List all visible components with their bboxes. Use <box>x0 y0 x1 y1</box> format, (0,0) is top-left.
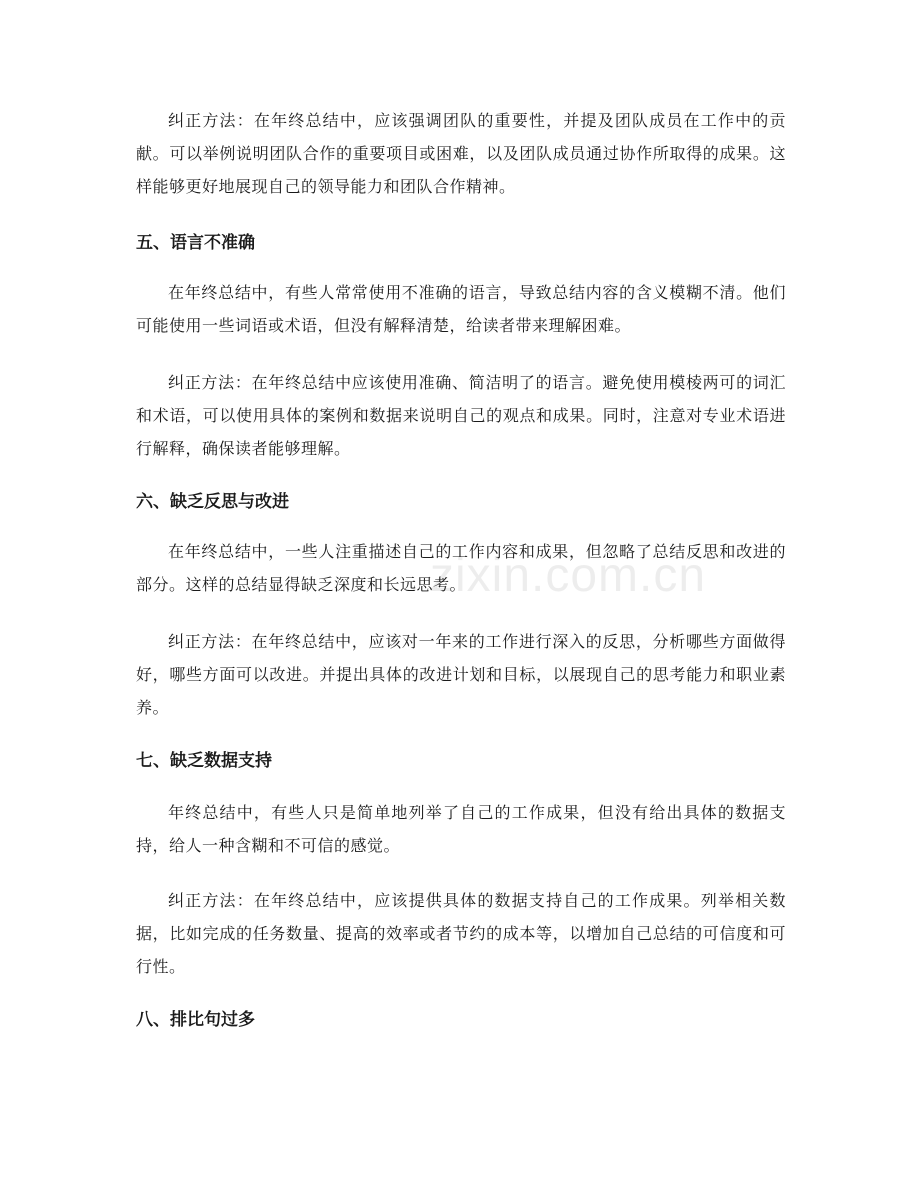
heading-text: 八、排比句过多 <box>136 1010 255 1030</box>
paragraph-text: 纠正方法：在年终总结中，应该对一年来的工作进行深入的反思，分析哪些方面做得好，哪些方面可以改进。并提出具体的改进计划和目标，以展现自己的思考能力和职业素养。 <box>136 632 786 717</box>
paragraph-correction-data <box>136 884 786 983</box>
section-heading-6 <box>136 488 786 516</box>
paragraph-text: 在年终总结中，一些人注重描述自己的工作内容和成果，但忽略了总结反思和改进的部分。这样的总结显得缺乏深度和长远思考。 <box>136 542 786 594</box>
paragraph-text: 纠正方法：在年终总结中，应该提供具体的数据支持自己的工作成果。列举相关数据，比如完成的任务数量、提高的效率或者节约的成本等，以增加自己总结的可信度和可行性。 <box>136 891 786 976</box>
heading-text: 七、缺乏数据支持 <box>136 751 272 771</box>
watermark: zixin.com.cn <box>430 549 707 602</box>
paragraph-lack-reflection <box>136 535 786 601</box>
section-heading-8 <box>136 1006 786 1034</box>
paragraph-correction-language <box>136 366 786 465</box>
section-heading-5 <box>136 229 786 257</box>
paragraph-correction-teamwork <box>136 104 786 203</box>
paragraph-text: 纠正方法：在年终总结中，应该强调团队的重要性，并提及团队成员在工作中的贡献。可以举例说明团队合作的重要项目或困难，以及团队成员通过协作所取得的成果。这样能够更好地展现自己的领导能力和团队合作精神。 <box>136 111 786 196</box>
paragraph-text: 纠正方法：在年终总结中应该使用准确、简洁明了的语言。避免使用模棱两可的词汇和术语，可以使用具体的案例和数据来说明自己的观点和成果。同时，注意对专业术语进行解释，确保读者能够理解。 <box>136 373 786 458</box>
paragraph-inaccurate-language <box>136 276 786 342</box>
section-heading-7 <box>136 747 786 775</box>
heading-text: 六、缺乏反思与改进 <box>136 492 289 512</box>
paragraph-text: 在年终总结中，有些人常常使用不准确的语言，导致总结内容的含义模糊不清。他们可能使用一些词语或术语，但没有解释清楚，给读者带来理解困难。 <box>136 283 786 335</box>
paragraph-correction-reflection <box>136 625 786 724</box>
paragraph-lack-data <box>136 796 786 862</box>
paragraph-text: 年终总结中，有些人只是简单地列举了自己的工作成果，但没有给出具体的数据支持，给人一种含糊和不可信的感觉。 <box>136 803 786 855</box>
heading-text: 五、语言不准确 <box>136 233 255 253</box>
